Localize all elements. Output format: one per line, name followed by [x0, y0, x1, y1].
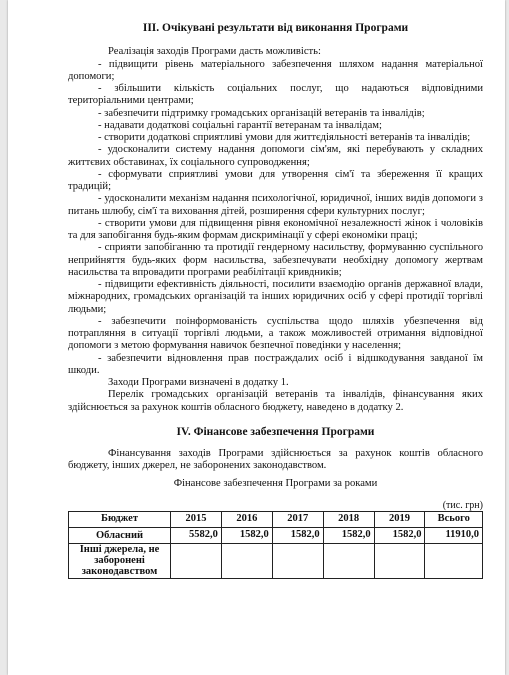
result-item: - удосконалити систему надання допомоги сім'ям, які перебувають у складних життєвих обставинах, їх соціального супроводження; — [68, 144, 483, 168]
section-3-title: ІІІ. Очікувані результати від виконання Програми — [142, 22, 409, 34]
organizations-paragraph: Перелік громадських організацій ветеранів та інвалідів, фінансування яких здійснюється за рахунок коштів обласного бюджету, наведено в додатку 2. — [68, 389, 483, 413]
result-item: - сформувати сприятливі умови для утворення сім'ї та збереження її кращих традицій; — [68, 168, 483, 192]
financing-table — [68, 511, 483, 579]
result-item: - удосконалити механізм надання психологічної, юридичної, інших видів допомоги з питань шлюбу, сім'ї та виховання дітей, розширення сфери культурних послуг; — [68, 193, 483, 217]
table-cell: 1582,0 — [374, 527, 425, 543]
table-cell — [374, 543, 425, 578]
table-cell — [171, 543, 222, 578]
result-item: - забезпечити відновлення прав постраждалих осіб і відшкодування завданої їм шкоди. — [68, 352, 483, 376]
table-cell — [221, 543, 272, 578]
header-cell: 2016 — [221, 511, 272, 527]
table-cell: 1582,0 — [323, 527, 374, 543]
table-cell: 11910,0 — [425, 527, 483, 543]
section-4-title: IV. Фінансове забезпечення Програми — [176, 425, 375, 438]
table-caption: Фінансове забезпечення Програми за роками — [173, 477, 378, 489]
table-header-row — [69, 511, 483, 527]
table-cell — [323, 543, 374, 578]
result-item: - створити додаткові сприятливі умови для життєдіяльності ветеранів та інвалідів; — [98, 132, 471, 143]
table-units: (тис. грн) — [442, 499, 483, 511]
result-item: - підвищити рівень матеріального забезпечення шляхом надання матеріальної допомоги; — [68, 58, 483, 82]
table-cell — [425, 543, 483, 578]
result-item: - підвищити ефективність діяльності, посилити взаємодію органів державної влади, міжнародних, громадських організацій та інших юридичних осіб у сфері протидії торгівлі людьми; — [68, 279, 483, 315]
header-cell: 2015 — [171, 511, 222, 527]
row-label: Обласний — [69, 527, 171, 543]
header-cell: Всього — [425, 511, 483, 527]
section-3-intro: Реалізація заходів Програми дасть можливість: — [108, 46, 321, 58]
document-page — [8, 0, 505, 675]
table-cell — [272, 543, 323, 578]
table-row — [69, 543, 483, 578]
header-cell: Бюджет — [69, 511, 171, 527]
header-cell: 2018 — [323, 511, 374, 527]
result-item: - забезпечити поінформованість суспільства щодо шляхів убезпечення від потрапляння в ситуації торгівлі людьми, а також можливостей отримання відповідної допомоги з метою формування навичок безпечної поведінки у населення; — [68, 315, 483, 352]
table-cell: 5582,0 — [171, 527, 222, 543]
header-cell: 2017 — [272, 511, 323, 527]
document-content — [68, 22, 483, 579]
financing-paragraph: Фінансування заходів Програми здійснюється за рахунок коштів обласного бюджету, інших джерел, не заборонених законодавством. — [68, 448, 483, 472]
table-cell: 1582,0 — [272, 527, 323, 543]
header-cell: 2019 — [374, 511, 425, 527]
result-item: - створити умови для підвищення рівня економічної незалежності жінок і чоловіків та для запобігання будь-яким формам дискримінації у сфері економіки праці; — [68, 217, 483, 241]
table-row — [69, 527, 483, 543]
result-item: - сприяти запобіганню та протидії гендерному насильству, формуванню суспільного неприйняття будь-яких форм насильства, забезпечувати необхідну допомогу жертвам насильства та впровадити програми реабілітації кривдників; — [68, 242, 483, 278]
measures-paragraph: Заходи Програми визначені в додатку 1. — [108, 377, 289, 388]
result-item: - збільшити кількість соціальних послуг, що надаються відповідними територіальними центрами; — [68, 83, 483, 107]
table-cell: 1582,0 — [221, 527, 272, 543]
result-item: - надавати додаткові соціальні гарантії ветеранам та інвалідам; — [98, 119, 382, 131]
row-label: Інші джерела, не заборонені законодавством — [69, 543, 171, 578]
result-item: - забезпечити підтримку громадських організацій ветеранів та інвалідів; — [98, 107, 425, 119]
